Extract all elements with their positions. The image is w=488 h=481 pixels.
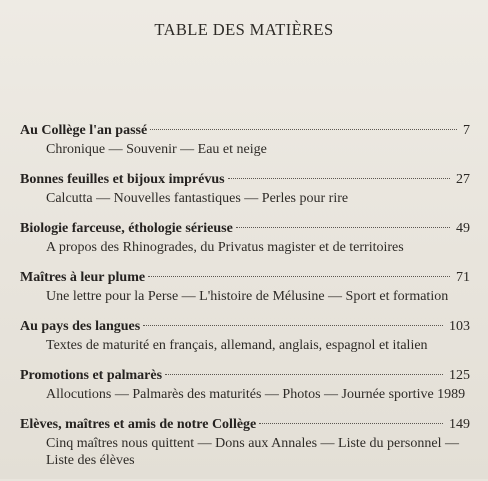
- toc-entry-title: Elèves, maîtres et amis de notre Collège: [20, 417, 257, 432]
- dot-leader: [236, 227, 450, 228]
- toc-entry: [20, 121, 470, 158]
- toc-entry: [20, 317, 470, 354]
- toc-entry: [20, 268, 470, 305]
- toc-entry-title: Biologie farceuse, éthologie sérieuse: [20, 221, 233, 236]
- dot-leader: [143, 325, 443, 326]
- page-title: TABLE DES MATIÈRES: [154, 20, 334, 39]
- toc-entry-title: Au Collège l'an passé: [20, 123, 148, 138]
- table-of-contents: [20, 121, 470, 481]
- toc-entry-description: Cinq maîtres nous quittent — Dons aux Annales — Liste du personnel — Liste des élèves: [46, 436, 459, 468]
- toc-entry-heading-row: [20, 268, 470, 288]
- toc-entry-heading-row: [20, 121, 470, 141]
- dot-leader: [259, 423, 443, 424]
- toc-entry-heading-row: [20, 219, 470, 239]
- toc-entry-description: Textes de maturité en français, allemand, anglais, espagnol et italien: [46, 338, 428, 353]
- dot-leader: [165, 374, 443, 375]
- dot-leader: [148, 276, 450, 277]
- toc-entry-description: Chronique — Souvenir — Eau et neige: [46, 142, 267, 157]
- toc-entry-page-number: 7: [463, 123, 470, 138]
- toc-entry: [20, 415, 470, 469]
- toc-entry-title: Maîtres à leur plume: [20, 270, 146, 285]
- toc-entry: [20, 366, 470, 403]
- toc-entry-description: Allocutions — Palmarès des maturités — Photos — Journée sportive 1989: [46, 387, 466, 402]
- toc-entry-page-number: 49: [456, 221, 470, 236]
- toc-entry-description: Calcutta — Nouvelles fantastiques — Perles pour rire: [46, 191, 349, 206]
- toc-entry-title: Au pays des langues: [20, 319, 141, 334]
- toc-entry-title: Bonnes feuilles et bijoux imprévus: [20, 172, 225, 187]
- toc-entry: [20, 170, 470, 207]
- toc-entry-heading-row: [20, 366, 470, 386]
- toc-entry: [20, 219, 470, 256]
- toc-entry-heading-row: [20, 170, 470, 190]
- toc-entry-description: Une lettre pour la Perse — L'histoire de Mélusine — Sport et formation: [46, 289, 449, 304]
- toc-entry-heading-row: [20, 415, 470, 435]
- toc-entry-page-number: 71: [456, 270, 470, 285]
- toc-entry-title: Promotions et palmarès: [20, 368, 163, 383]
- toc-entry-page-number: 103: [449, 319, 470, 334]
- dot-leader: [228, 178, 450, 179]
- toc-entry-heading-row: [20, 317, 470, 337]
- toc-entry-description: A propos des Rhinogrades, du Privatus magister et de territoires: [46, 240, 404, 255]
- dot-leader: [150, 129, 457, 130]
- toc-entry-page-number: 125: [449, 368, 470, 383]
- toc-entry-page-number: 149: [449, 417, 470, 432]
- toc-entry-page-number: 27: [456, 172, 470, 187]
